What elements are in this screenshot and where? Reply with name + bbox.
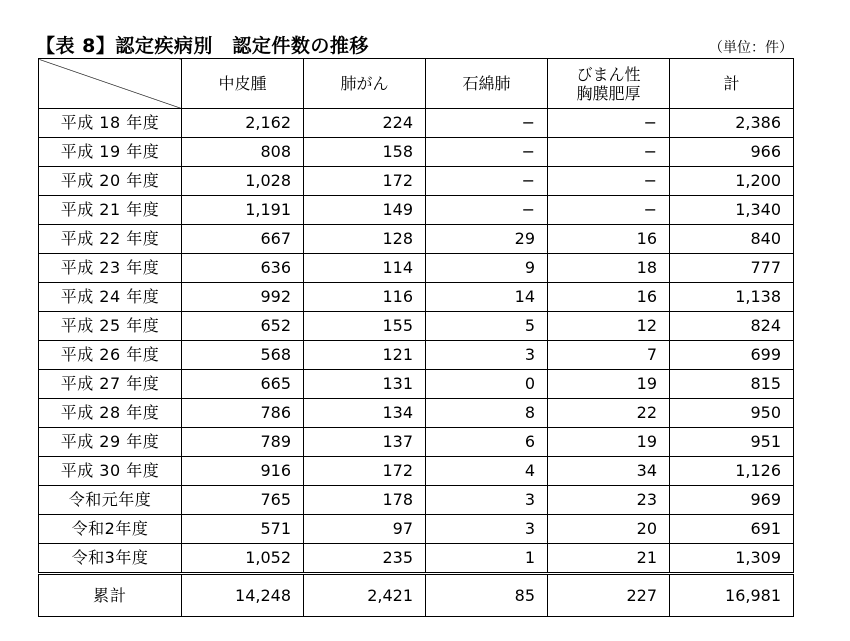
table-row bbox=[39, 138, 794, 167]
year-label: 平成 24 年度 bbox=[39, 283, 182, 312]
table-cell: 636 bbox=[182, 254, 304, 283]
table-cell: 571 bbox=[182, 515, 304, 544]
table-row bbox=[39, 225, 794, 254]
year-label: 平成 21 年度 bbox=[39, 196, 182, 225]
table-cell: 5 bbox=[426, 312, 548, 341]
header-asbestosis: 石綿肺 bbox=[426, 59, 548, 109]
table-cell: 131 bbox=[304, 370, 426, 399]
year-label: 平成 28 年度 bbox=[39, 399, 182, 428]
table-cell: 789 bbox=[182, 428, 304, 457]
table-cell: 19 bbox=[548, 428, 670, 457]
table-cell: 840 bbox=[670, 225, 794, 254]
table-cell: 950 bbox=[670, 399, 794, 428]
table-cell: 121 bbox=[304, 341, 426, 370]
table-cell: 966 bbox=[670, 138, 794, 167]
table-cell: 808 bbox=[182, 138, 304, 167]
table-cell: 951 bbox=[670, 428, 794, 457]
table-cell: 786 bbox=[182, 399, 304, 428]
header-diffuse-pleural-thickening bbox=[548, 59, 670, 109]
table-cell: 992 bbox=[182, 283, 304, 312]
table-cell: 1,191 bbox=[182, 196, 304, 225]
table-body bbox=[39, 109, 794, 574]
year-label: 平成 29 年度 bbox=[39, 428, 182, 457]
header-diffuse-line2: 胸膜肥厚 bbox=[576, 83, 641, 103]
year-label: 平成 23 年度 bbox=[39, 254, 182, 283]
total-cell: 14,248 bbox=[182, 574, 304, 617]
table-cell: 155 bbox=[304, 312, 426, 341]
table-cell: 3 bbox=[426, 486, 548, 515]
table-cell: 16 bbox=[548, 225, 670, 254]
table-cell: 1,138 bbox=[670, 283, 794, 312]
table-cell: 824 bbox=[670, 312, 794, 341]
table-cell: 3 bbox=[426, 341, 548, 370]
year-label: 平成 30 年度 bbox=[39, 457, 182, 486]
table-cell: 21 bbox=[548, 544, 670, 574]
table-cell: 22 bbox=[548, 399, 670, 428]
table-cell: − bbox=[426, 167, 548, 196]
table-cell: 158 bbox=[304, 138, 426, 167]
table-row bbox=[39, 544, 794, 574]
table-cell: − bbox=[548, 196, 670, 225]
total-cell: 16,981 bbox=[670, 574, 794, 617]
header-mesothelioma: 中皮腫 bbox=[182, 59, 304, 109]
header-row bbox=[39, 59, 794, 109]
year-label: 平成 19 年度 bbox=[39, 138, 182, 167]
table-cell: 1,340 bbox=[670, 196, 794, 225]
table-row bbox=[39, 486, 794, 515]
table-row bbox=[39, 515, 794, 544]
total-cell: 2,421 bbox=[304, 574, 426, 617]
table-cell: 916 bbox=[182, 457, 304, 486]
table-row bbox=[39, 428, 794, 457]
table-cell: 97 bbox=[304, 515, 426, 544]
table-row bbox=[39, 196, 794, 225]
table-cell: 1,126 bbox=[670, 457, 794, 486]
table-cell: 235 bbox=[304, 544, 426, 574]
table-cell: − bbox=[426, 109, 548, 138]
table-cell: 0 bbox=[426, 370, 548, 399]
table-row bbox=[39, 167, 794, 196]
table-cell: 149 bbox=[304, 196, 426, 225]
year-label: 令和2年度 bbox=[39, 515, 182, 544]
table-row bbox=[39, 312, 794, 341]
total-row bbox=[39, 574, 794, 617]
table-cell: 4 bbox=[426, 457, 548, 486]
table-cell: 12 bbox=[548, 312, 670, 341]
header-lung-cancer: 肺がん bbox=[304, 59, 426, 109]
certification-table bbox=[38, 58, 794, 617]
year-label: 平成 27 年度 bbox=[39, 370, 182, 399]
table-cell: 172 bbox=[304, 457, 426, 486]
table-cell: 23 bbox=[548, 486, 670, 515]
table-row bbox=[39, 457, 794, 486]
header-diffuse-line1: びまん性 bbox=[576, 64, 641, 84]
year-label: 平成 18 年度 bbox=[39, 109, 182, 138]
table-cell: 116 bbox=[304, 283, 426, 312]
table-cell: 137 bbox=[304, 428, 426, 457]
table-cell: 8 bbox=[426, 399, 548, 428]
table-row bbox=[39, 370, 794, 399]
table-cell: 9 bbox=[426, 254, 548, 283]
table-cell: 134 bbox=[304, 399, 426, 428]
table-cell: 178 bbox=[304, 486, 426, 515]
table-cell: 172 bbox=[304, 167, 426, 196]
table-cell: 128 bbox=[304, 225, 426, 254]
table-cell: 2,162 bbox=[182, 109, 304, 138]
table-cell: 7 bbox=[548, 341, 670, 370]
table-cell: 34 bbox=[548, 457, 670, 486]
table-row bbox=[39, 283, 794, 312]
table-cell: 777 bbox=[670, 254, 794, 283]
total-cell: 85 bbox=[426, 574, 548, 617]
table-row bbox=[39, 341, 794, 370]
table-title: 【表 8】認定疾病別 認定件数の推移 bbox=[36, 35, 369, 57]
year-label: 令和3年度 bbox=[39, 544, 182, 574]
table-cell: 19 bbox=[548, 370, 670, 399]
table-cell: 14 bbox=[426, 283, 548, 312]
table-cell: 1,200 bbox=[670, 167, 794, 196]
table-cell: 969 bbox=[670, 486, 794, 515]
table-cell: 224 bbox=[304, 109, 426, 138]
year-label: 平成 22 年度 bbox=[39, 225, 182, 254]
table-cell: 1 bbox=[426, 544, 548, 574]
header-total: 計 bbox=[670, 59, 794, 109]
table-cell: 1,309 bbox=[670, 544, 794, 574]
table-cell: 16 bbox=[548, 283, 670, 312]
table-row bbox=[39, 109, 794, 138]
total-label: 累計 bbox=[39, 574, 182, 617]
table-cell: 652 bbox=[182, 312, 304, 341]
table-cell: 18 bbox=[548, 254, 670, 283]
table-cell: 815 bbox=[670, 370, 794, 399]
table-cell: − bbox=[426, 138, 548, 167]
year-label: 平成 20 年度 bbox=[39, 167, 182, 196]
table-row bbox=[39, 399, 794, 428]
table-cell: 2,386 bbox=[670, 109, 794, 138]
table-cell: 691 bbox=[670, 515, 794, 544]
year-label: 平成 25 年度 bbox=[39, 312, 182, 341]
year-label: 平成 26 年度 bbox=[39, 341, 182, 370]
table-cell: 3 bbox=[426, 515, 548, 544]
table-cell: 1,052 bbox=[182, 544, 304, 574]
table-cell: − bbox=[548, 138, 670, 167]
table-cell: − bbox=[426, 196, 548, 225]
table-cell: − bbox=[548, 109, 670, 138]
table-cell: 665 bbox=[182, 370, 304, 399]
table-cell: 765 bbox=[182, 486, 304, 515]
year-label: 令和元年度 bbox=[39, 486, 182, 515]
table-cell: − bbox=[548, 167, 670, 196]
table-cell: 699 bbox=[670, 341, 794, 370]
table-cell: 29 bbox=[426, 225, 548, 254]
table-cell: 568 bbox=[182, 341, 304, 370]
table-cell: 1,028 bbox=[182, 167, 304, 196]
table-cell: 667 bbox=[182, 225, 304, 254]
table-cell: 6 bbox=[426, 428, 548, 457]
table-row bbox=[39, 254, 794, 283]
unit-label: （単位：件） bbox=[709, 40, 793, 56]
table-cell: 114 bbox=[304, 254, 426, 283]
corner-cell bbox=[39, 59, 182, 109]
total-cell: 227 bbox=[548, 574, 670, 617]
table-cell: 20 bbox=[548, 515, 670, 544]
